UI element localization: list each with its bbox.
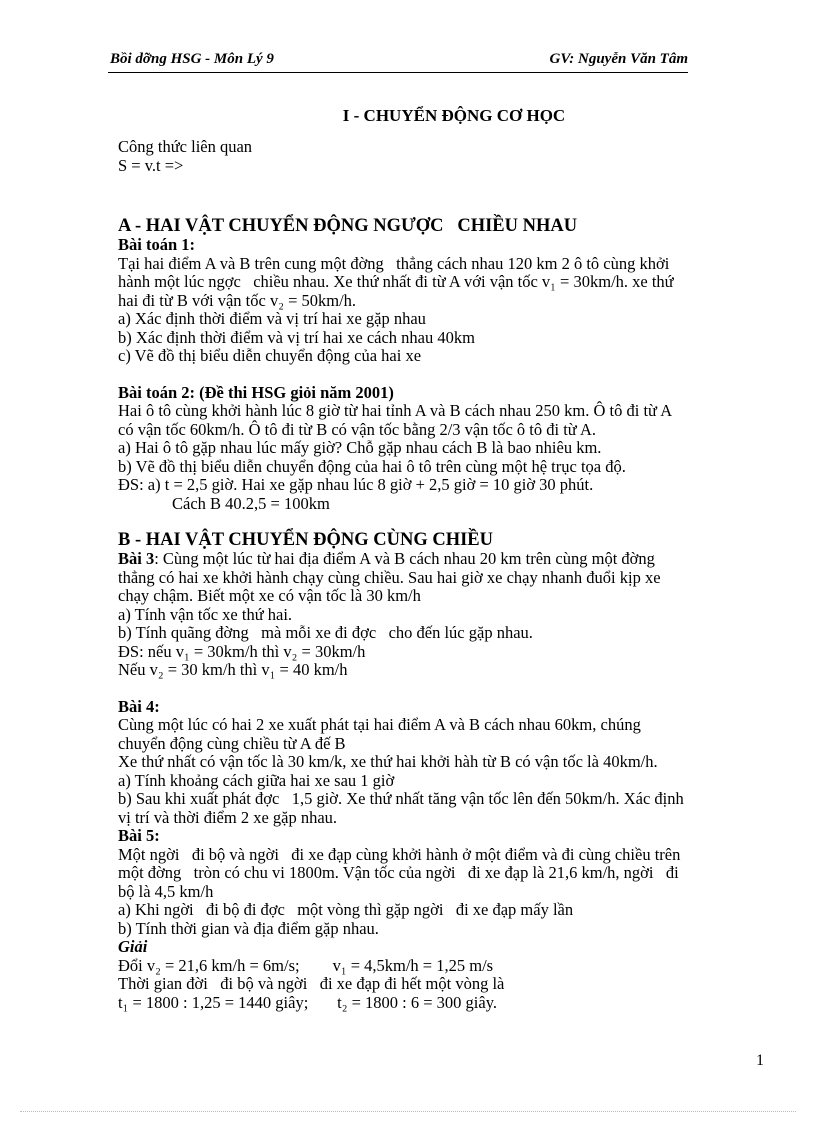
header-course: Bồi dỡng HSG - Môn Lý 9 — [110, 51, 274, 67]
problem-1-title: Bài toán 1: — [118, 235, 196, 254]
problem-2-line: có vận tốc 60km/h. Ô tô đi từ B có vận tốc bằng 2/3 vận tốc ô tô đi từ A. — [118, 419, 596, 439]
problem-4-line: vị trí và thời điểm 2 xe gặp nhau. — [118, 807, 338, 827]
document-body — [118, 138, 768, 1012]
problem-3-line: a) Tính vận tốc xe thứ hai. — [118, 604, 293, 624]
problem-4-title: Bài 4: — [118, 696, 160, 716]
solution-line: t₁ = 1800 : 1,25 = 1440 giây; t₂ = 1800 : 6 = 300 giây. — [118, 992, 498, 1012]
section-a-heading: A - HAI VẬT CHUYỂN ĐỘNG NGƯỢC CHIỀU NHAU — [118, 216, 578, 236]
problem-2-line: b) Vẽ đồ thị biểu diễn chuyển động của hai ô tô trên cùng một hệ trục tọa độ. — [118, 456, 626, 476]
problem-4-line: b) Sau khi xuất phát đợc 1,5 giờ. Xe thứ nhất tăng vận tốc lên đến 50km/h. Xác định — [118, 789, 684, 808]
problem-1-line: b) Xác định thời điểm và vị trí hai xe cách nhau 40km — [118, 327, 475, 347]
problem-4-line: a) Tính khoảng cách giữa hai xe sau 1 giờ — [118, 770, 395, 790]
problem-1-line: hành một lúc ngợc chiều nhau. Xe thứ nhất đi từ A với vận tốc v₁ = 30km/h. xe thứ — [118, 272, 674, 291]
intro-line: S = v.t => — [118, 155, 184, 175]
problem-4-line: Xe thứ nhất có vận tốc là 30 km/k, xe thứ hai khởi hàh từ B có vận tốc là 40km/h. — [118, 752, 658, 771]
problem-2-line: ĐS: a) t = 2,5 giờ. Hai xe gặp nhau lúc 8 giờ + 2,5 giờ = 10 giờ 30 phút. — [118, 475, 594, 494]
page-number: 1 — [756, 1052, 764, 1069]
problem-1-line: a) Xác định thời điểm và vị trí hai xe gặp nhau — [118, 309, 426, 328]
problem-1-line: hai đi từ B với vận tốc v₂ = 50km/h. — [118, 290, 357, 310]
problem-1-line: c) Vẽ đồ thị biểu diễn chuyển động của hai xe — [118, 346, 422, 365]
problem-4-line: chuyển động cùng chiều từ A đế B — [118, 733, 346, 753]
problem-5-title: Bài 5: — [118, 826, 160, 845]
problem-3-line: chạy chậm. Biết một xe có vận tốc là 30 km/h — [118, 586, 421, 605]
problem-5-line: b) Tính thời gian và địa điểm gặp nhau. — [118, 918, 379, 938]
problem-4-line: Cùng một lúc có hai 2 xe xuất phát tại hai điểm A và B cách nhau 60km, chúng — [118, 715, 641, 734]
problem-5-line: một đờng tròn có chu vi 1800m. Vận tốc của ngời đi xe đạp là 21,6 km/h, ngời đi — [118, 863, 679, 882]
problem-3-first-line — [118, 550, 768, 569]
problem-2-answer: Cách B 40.2,5 = 100km — [172, 493, 330, 513]
problem-2-line: Hai ô tô cùng khởi hành lúc 8 giờ từ hai tỉnh A và B cách nhau 250 km. Ô tô đi từ A — [118, 401, 673, 420]
problem-1-line: Tại hai điểm A và B trên cung một đờng thẳng cách nhau 120 km 2 ô tô cùng khởi — [118, 253, 670, 273]
problem-3-first-text: : Cùng một lúc từ hai địa điểm A và B cách nhau 20 km trên cùng một đờng — [154, 549, 655, 568]
page-footer-divider — [20, 1111, 796, 1112]
section-b-heading: B - HAI VẬT CHUYỂN ĐỘNG CÙNG CHIỀU — [118, 530, 494, 550]
problem-3-line: Nếu v₂ = 30 km/h thì v₁ = 40 km/h — [118, 660, 348, 679]
problem-5-line: a) Khi ngời đi bộ đi đợc một vòng thì gặp ngời đi xe đạp mấy lần — [118, 900, 574, 919]
problem-2-title: Bài toán 2: (Đề thi HSG giỏi năm 2001) — [118, 382, 394, 402]
header-teacher: GV: Nguyễn Văn Tâm — [549, 51, 688, 67]
solution-label: Giải — [118, 937, 148, 956]
problem-5-line: Một ngời đi bộ và ngời đi xe đạp cùng khởi hành ở một điểm và đi cùng chiều trên — [118, 844, 681, 864]
intro-line: Công thức liên quan — [118, 137, 253, 156]
problem-2-line: a) Hai ô tô gặp nhau lúc mấy giờ? Chỗ gặp nhau cách B là bao nhiêu km. — [118, 438, 602, 457]
solution-line: Đổi v₂ = 21,6 km/h = 6m/s; v₁ = 4,5km/h = 1,25 m/s — [118, 955, 494, 975]
solution-line: Thời gian đời đi bộ và ngời đi xe đạp đi hết một vòng là — [118, 974, 505, 993]
problem-3-line: b) Tính quãng đờng mà mỗi xe đi đợc cho đến lúc gặp nhau. — [118, 623, 533, 642]
page-header — [108, 50, 688, 73]
problem-5-line: bộ là 4,5 km/h — [118, 881, 214, 901]
problem-3-title: Bài 3 — [118, 549, 155, 568]
document-title: I - CHUYỂN ĐỘNG CƠ HỌC — [342, 106, 566, 125]
problem-3-line: ĐS: nếu v₁ = 30km/h thì v₂ = 30km/h — [118, 641, 366, 661]
problem-3-line: thẳng có hai xe khởi hành chạy cùng chiều. Sau hai giờ xe chạy nhanh đuổi kịp xe — [118, 567, 661, 587]
